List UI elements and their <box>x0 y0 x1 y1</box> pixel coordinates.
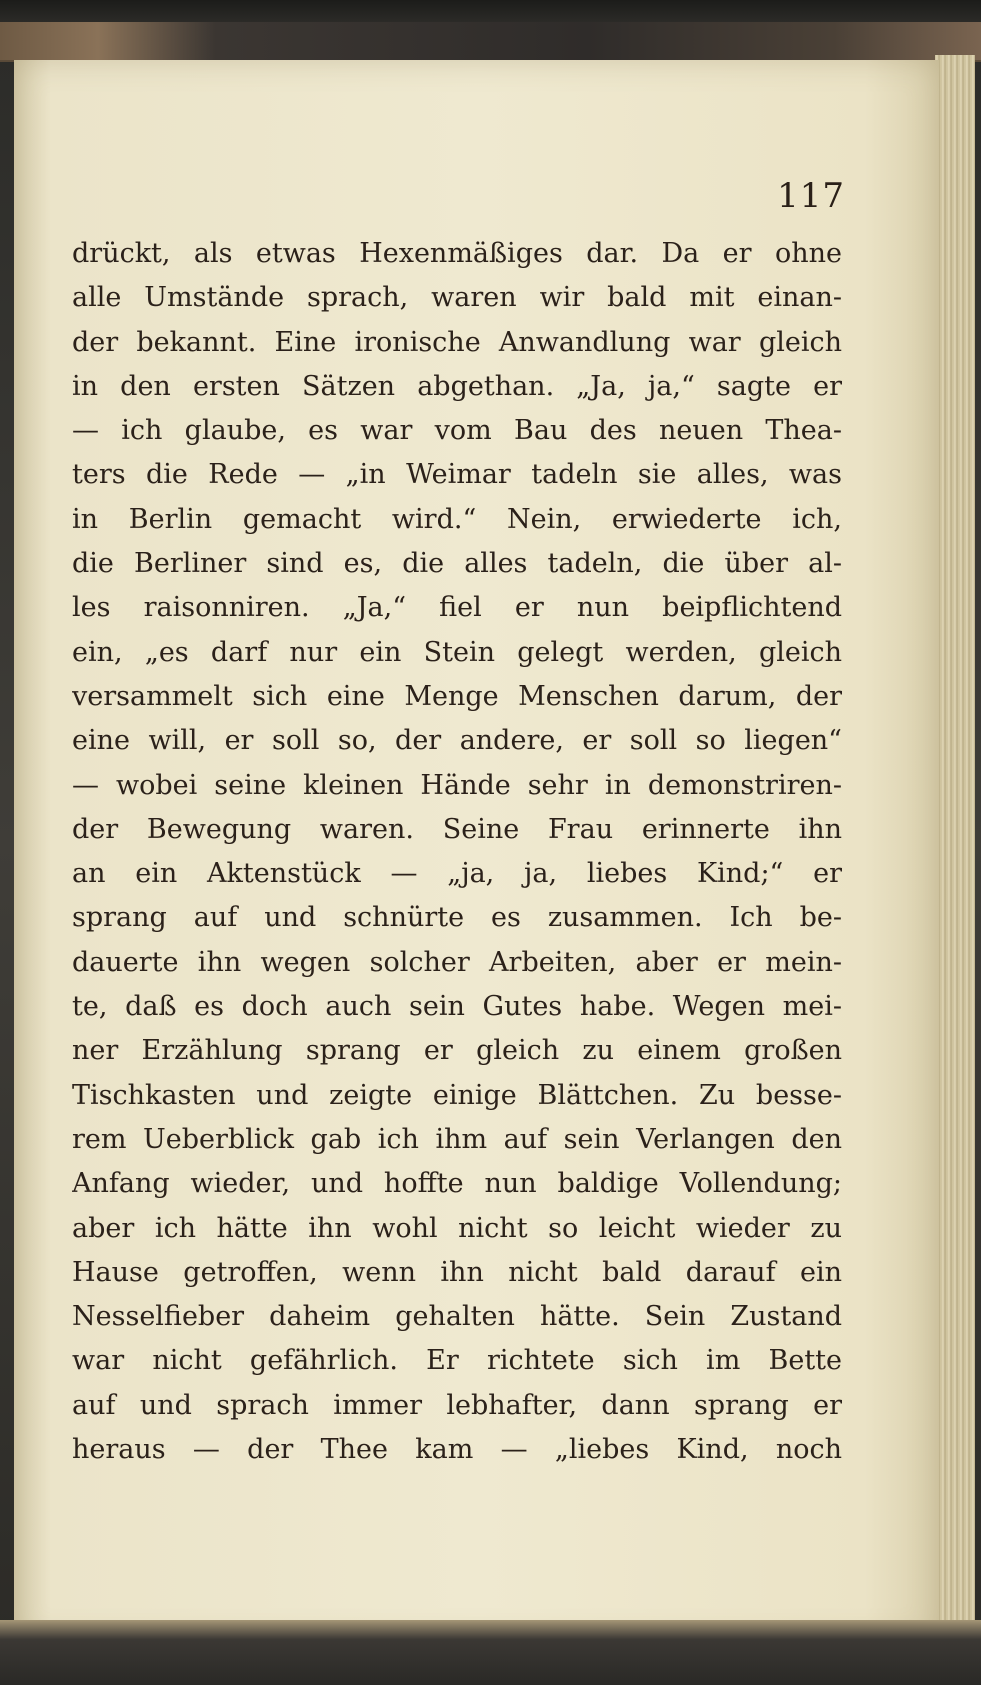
text-line: Anfang wieder, und hoffte nun baldige Vollendung; <box>72 1168 842 1200</box>
text-line: auf und sprach immer lebhafter, dann sprang er <box>72 1389 842 1421</box>
text-line: drückt, als etwas Hexenmäßiges dar. Da er ohne <box>72 238 842 269</box>
text-line: Tischkasten und zeigte einige Blättchen. Zu besse- <box>72 1079 842 1111</box>
text-line: an ein Aktenstück — „ja, ja, liebes Kind;“ er <box>72 858 842 890</box>
text-line: te, daß es doch auch sein Gutes habe. Wegen mei- <box>72 991 842 1023</box>
text-line: Nesselfieber daheim gehalten hätte. Sein Zustand <box>72 1301 842 1333</box>
text-line: — wobei seine kleinen Hände sehr in demonstriren- <box>72 769 842 801</box>
text-line: versammelt sich eine Menge Menschen darum, der <box>72 680 842 712</box>
text-line: der Bewegung waren. Seine Frau erinnerte ihn <box>72 813 842 845</box>
text-line: eine will, er soll so, der andere, er soll so liegen“ <box>72 725 842 757</box>
bottom-cover-edge <box>0 1620 981 1685</box>
text-line: ters die Rede — „in Weimar tadeln sie alles, was <box>72 459 842 491</box>
text-line: sprang auf und schnürte es zusammen. Ich be- <box>72 902 842 934</box>
page-number: 117 <box>777 176 845 216</box>
text-line: heraus — der Thee kam — „liebes Kind, noch <box>72 1434 842 1466</box>
text-line: ner Erzählung sprang er gleich zu einem großen <box>72 1035 842 1067</box>
text-line: — ich glaube, es war vom Bau des neuen Thea- <box>72 415 842 447</box>
top-binding <box>0 22 981 60</box>
text-line: dauerte ihn wegen solcher Arbeiten, aber er mein- <box>72 946 842 978</box>
text-line: in den ersten Sätzen abgethan. „Ja, ja,“ sagte er <box>72 370 842 402</box>
text-line: der bekannt. Eine ironische Anwandlung war gleich <box>72 326 842 358</box>
text-line: alle Umstände sprach, waren wir bald mit einan- <box>72 282 842 314</box>
page-edges <box>935 55 975 1635</box>
body-text <box>72 232 842 1472</box>
text-line: war nicht gefährlich. Er richtete sich im Bette <box>72 1345 842 1377</box>
text-line: die Berliner sind es, die alles tadeln, die über al- <box>72 548 842 580</box>
text-line: ein, „es darf nur ein Stein gelegt werden, gleich <box>72 636 842 668</box>
text-line: les raisonniren. „Ja,“ fiel er nun beipflichtend <box>72 592 842 624</box>
text-line: rem Ueberblick gab ich ihm auf sein Verlangen den <box>72 1123 842 1155</box>
text-line: in Berlin gemacht wird.“ Nein, erwiederte ich, <box>72 503 842 535</box>
text-line: Hause getroffen, wenn ihn nicht bald darauf ein <box>72 1256 842 1288</box>
text-line: aber ich hätte ihn wohl nicht so leicht wieder zu <box>72 1212 842 1244</box>
